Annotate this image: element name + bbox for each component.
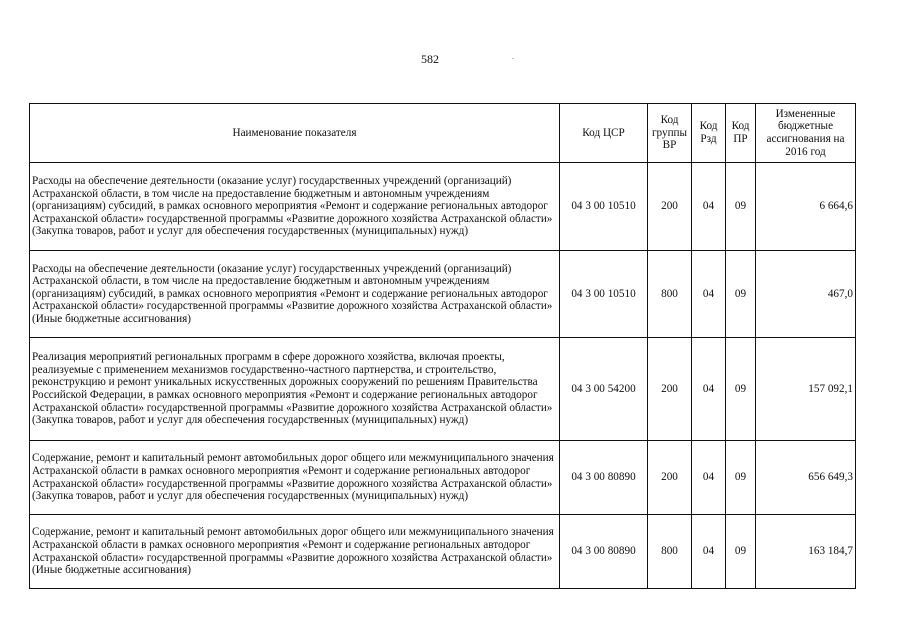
row-name: Содержание, ремонт и капитальный ремонт автомобильных дорог общего или межмуниципального значения Астраханской области в рамках основного мероприятия «Ремонт и содержание региональных автодорог Астраханской области» государственной программы «Развитие дорожного хозяйства Астраханской области» (Закупка товаров, работ и услуг для обеспечения государственных (муниципальных) нужд)	[30, 441, 560, 515]
row-pr: 09	[726, 441, 756, 515]
row-name: Реализация мероприятий региональных программ в сфере дорожного хозяйства, включая проекты, реализуемые с применением механизмов государственно-частного партнерства, и строительство, реконструкцию и ремонт уникальных искусственных дорожных сооружений по решениям Правительства Российской Федерации, в рамках основного мероприятия «Ремонт и содержание региональных автодорог Астраханской области» государственной программы «Развитие дорожного хозяйства Астраханской области» (Закупка товаров, работ и услуг для обеспечения государственных (муниципальных) нужд)	[30, 338, 560, 441]
row-sum: 656 649,3	[756, 441, 856, 515]
table-row	[30, 441, 856, 515]
page-mark: .	[512, 52, 514, 61]
row-sum: 6 664,6	[756, 163, 856, 251]
row-name: Содержание, ремонт и капитальный ремонт автомобильных дорог общего или межмуниципального значения Астраханской области в рамках основного мероприятия «Ремонт и содержание региональных автодорог Астраханской области» государственной программы «Развитие дорожного хозяйства Астраханской области» (Иные бюджетные ассигнования)	[30, 515, 560, 589]
row-csr: 04 3 00 54200	[560, 338, 648, 441]
row-vr: 200	[648, 441, 692, 515]
row-csr: 04 3 00 10510	[560, 163, 648, 251]
row-pr: 09	[726, 251, 756, 338]
budget-table	[29, 103, 856, 589]
header-pr: Код ПР	[726, 104, 756, 163]
row-csr: 04 3 00 10510	[560, 251, 648, 338]
header-name: Наименование показателя	[30, 104, 560, 163]
header-csr: Код ЦСР	[560, 104, 648, 163]
header-sum: Измененные бюджетные ассигнования на 2016 год	[756, 104, 856, 163]
row-vr: 800	[648, 251, 692, 338]
row-pr: 09	[726, 163, 756, 251]
row-vr: 200	[648, 163, 692, 251]
row-rzd: 04	[692, 251, 726, 338]
table-row	[30, 163, 856, 251]
header-rzd: Код Рзд	[692, 104, 726, 163]
row-rzd: 04	[692, 441, 726, 515]
table-row	[30, 251, 856, 338]
row-rzd: 04	[692, 163, 726, 251]
row-name: Расходы на обеспечение деятельности (оказание услуг) государственных учреждений (организаций) Астраханской области, в том числе на предоставление бюджетным и автономным учреждениям (организациям) субсидий, в рамках основного мероприятия «Ремонт и содержание региональных автодорог Астраханской области» государственной программы «Развитие дорожного хозяйства Астраханской области» (Закупка товаров, работ и услуг для обеспечения государственных (муниципальных) нужд)	[30, 163, 560, 251]
row-vr: 800	[648, 515, 692, 589]
row-vr: 200	[648, 338, 692, 441]
row-sum: 157 092,1	[756, 338, 856, 441]
row-rzd: 04	[692, 338, 726, 441]
table-row	[30, 515, 856, 589]
row-rzd: 04	[692, 515, 726, 589]
header-vr: Код группы ВР	[648, 104, 692, 163]
row-csr: 04 3 00 80890	[560, 515, 648, 589]
row-csr: 04 3 00 80890	[560, 441, 648, 515]
row-name: Расходы на обеспечение деятельности (оказание услуг) государственных учреждений (организаций) Астраханской области, в том числе на предоставление бюджетным и автономным учреждениям (организациям) субсидий, в рамках основного мероприятия «Ремонт и содержание региональных автодорог Астраханской области» государственной программы «Развитие дорожного хозяйства Астраханской области» (Иные бюджетные ассигнования)	[30, 251, 560, 338]
table-row	[30, 338, 856, 441]
page-number: 582	[421, 52, 439, 66]
row-pr: 09	[726, 515, 756, 589]
row-sum: 467,0	[756, 251, 856, 338]
table-header-row	[30, 104, 856, 163]
row-sum: 163 184,7	[756, 515, 856, 589]
row-pr: 09	[726, 338, 756, 441]
